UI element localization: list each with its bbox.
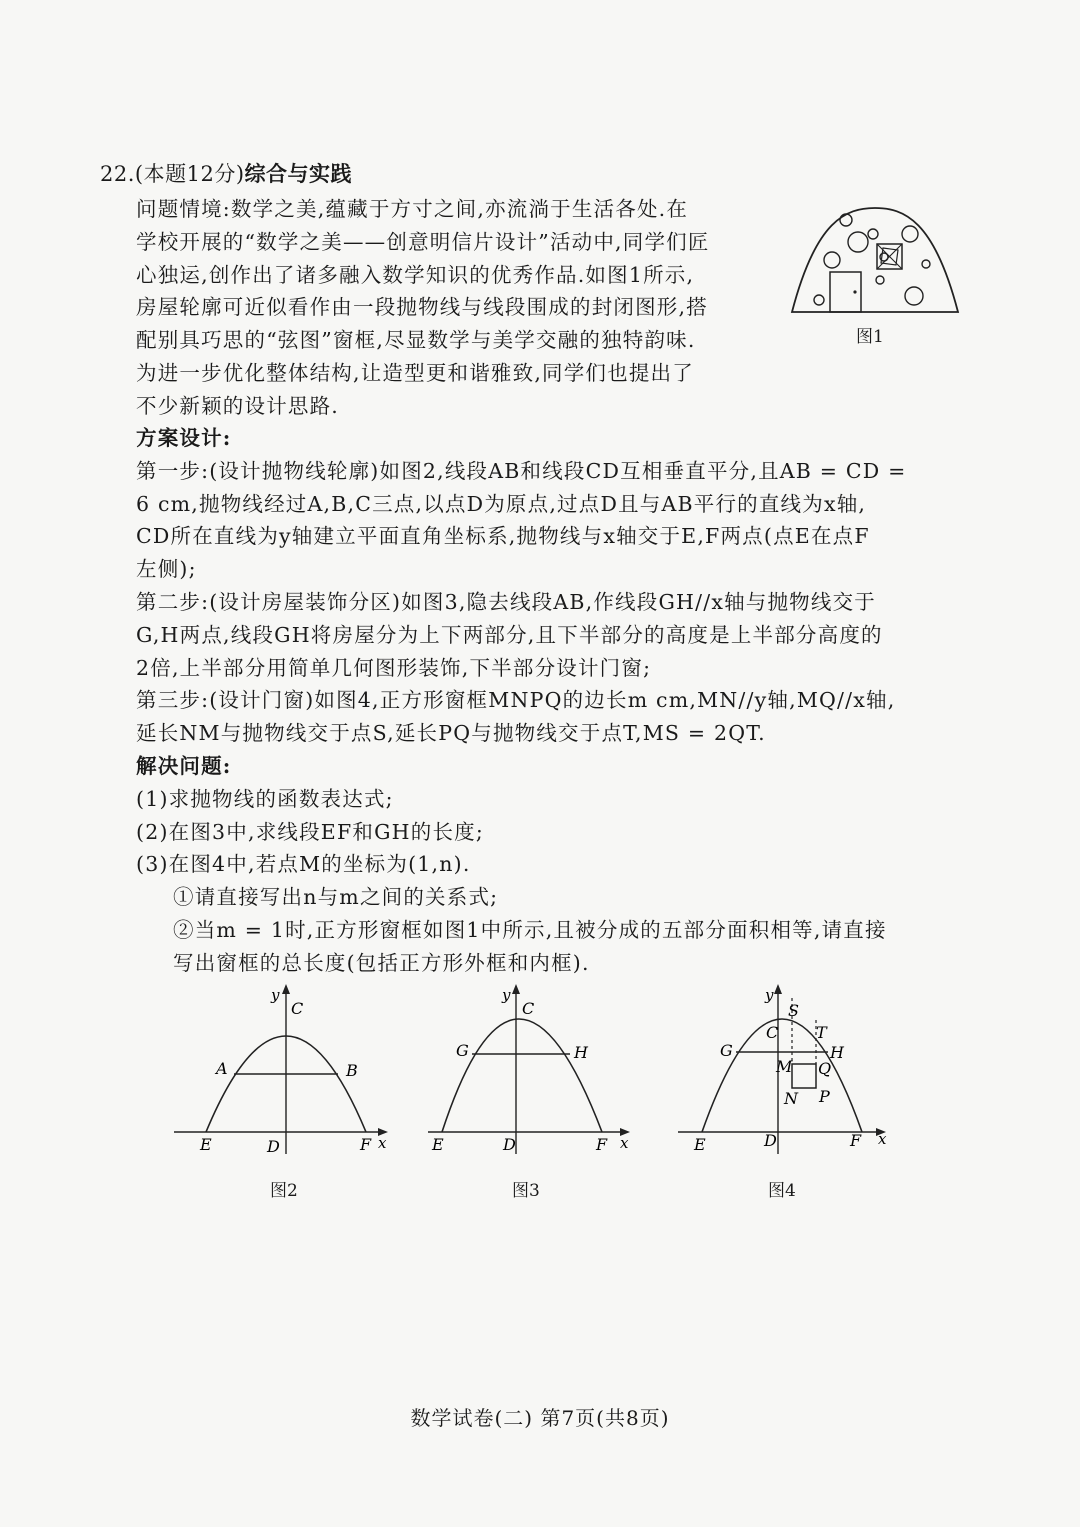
design-line: 延长NM与抛物线交于点S,延长PQ与抛物线交于点T,MS = 2QT. — [136, 721, 766, 746]
fig2-label-y: y — [271, 986, 280, 1004]
figure-1 — [786, 200, 964, 350]
fig4-label-T: T — [816, 1023, 827, 1042]
solve-subline: 写出窗框的总长度(包括正方形外框和内框). — [173, 950, 590, 975]
fig2-label-D: D — [267, 1137, 280, 1156]
figure-2-drawing — [170, 982, 400, 1162]
fig3-label-H: H — [574, 1043, 588, 1062]
design-line: 左侧); — [136, 557, 197, 582]
context-line: 问题情境:数学之美,蕴藏于方寸之间,亦流淌于生活各处.在 — [136, 197, 689, 221]
figure-2 — [170, 982, 400, 1201]
figure-3 — [424, 982, 644, 1201]
fig4-label-M: M — [776, 1057, 793, 1076]
fig3-label-x: x — [620, 1134, 629, 1152]
fig4-label-D: D — [764, 1131, 777, 1150]
fig4-label-F: F — [850, 1131, 862, 1150]
context-line: 学校开展的“数学之美——创意明信片设计”活动中,同学们匠 — [136, 229, 710, 254]
question-header — [100, 158, 352, 188]
problem-context — [136, 193, 781, 423]
design-line: 第二步:(设计房屋装饰分区)如图3,隐去线段AB,作线段GH//x轴与抛物线交于 — [136, 589, 876, 614]
design-line: 第一步:(设计抛物线轮廓)如图2,线段AB和线段CD互相垂直平分,且AB = CD = — [136, 458, 907, 483]
design-line: 第三步:(设计门窗)如图4,正方形窗框MNPQ的边长m cm,MN//y轴,MQ//x轴, — [136, 688, 896, 713]
figure-4-caption: 图4 — [768, 1181, 796, 1201]
design-heading: 方案设计: — [136, 426, 232, 450]
figure-3-caption: 图3 — [512, 1181, 540, 1201]
context-line: 不少新颖的设计思路. — [136, 393, 340, 418]
fig2-label-A: A — [216, 1059, 228, 1078]
fig4-label-E: E — [694, 1135, 706, 1154]
context-line: 配别具巧思的“弦图”窗框,尽显数学与美学交融的独特韵味. — [136, 328, 696, 353]
design-line: CD所在直线为y轴建立平面直角坐标系,抛物线与x轴交于E,F两点(点E在点F — [136, 524, 870, 549]
design-section — [136, 422, 966, 980]
context-line: 心独运,创作出了诸多融入数学知识的优秀作品.如图1所示, — [136, 262, 695, 287]
solve-subline: ①请直接写出n与m之间的关系式; — [173, 885, 499, 910]
figure-1-caption: 图1 — [856, 327, 884, 347]
fig4-label-P: P — [819, 1087, 830, 1106]
context-line: 为进一步优化整体结构,让造型更和谐雅致,同学们也提出了 — [136, 360, 694, 385]
fig4-label-G: G — [720, 1041, 733, 1060]
fig4-label-H: H — [830, 1043, 844, 1062]
design-line: 2倍,上半部分用简单几何图形装饰,下半部分设计门窗; — [136, 655, 652, 680]
fig4-label-Q: Q — [818, 1059, 832, 1078]
fig4-label-x: x — [878, 1130, 887, 1148]
fig3-label-y: y — [502, 986, 511, 1004]
page-footer: 数学试卷(二) 第7页(共8页) — [410, 1406, 670, 1430]
figure-3-drawing — [424, 982, 644, 1162]
fig2-label-E: E — [200, 1135, 212, 1154]
figure-4-drawing — [676, 982, 896, 1162]
fig4-label-N: N — [784, 1089, 798, 1108]
fig3-label-E: E — [432, 1135, 444, 1154]
solve-line: (3)在图4中,若点M的坐标为(1,n). — [136, 852, 471, 877]
question-number: 22. — [100, 162, 135, 186]
solve-line: (1)求抛物线的函数表达式; — [136, 786, 394, 811]
fig2-label-C: C — [291, 999, 304, 1018]
fig2-label-B: B — [346, 1061, 358, 1080]
design-line: 6 cm,抛物线经过A,B,C三点,以点D为原点,过点D且与AB平行的直线为x轴, — [136, 491, 867, 516]
fig3-label-D: D — [503, 1135, 516, 1154]
fig4-label-y: y — [765, 986, 774, 1004]
figure-4 — [676, 982, 896, 1201]
solve-subline: ②当m = 1时,正方形窗框如图1中所示,且被分成的五部分面积相等,请直接 — [173, 917, 887, 942]
design-line: G,H两点,线段GH将房屋分为上下两部分,且下半部分的高度是上半部分高度的 — [136, 622, 883, 647]
fig4-label-C: C — [766, 1023, 779, 1042]
question-score: (本题12分) — [134, 162, 245, 186]
solve-heading: 解决问题: — [136, 753, 232, 778]
figure-2-caption: 图2 — [270, 1181, 298, 1201]
question-title: 综合与实践 — [244, 161, 353, 186]
context-line: 房屋轮廓可近似看作由一段抛物线与线段围成的封闭图形,搭 — [136, 295, 708, 320]
fig3-label-G: G — [456, 1041, 469, 1060]
fig4-label-S: S — [788, 1001, 799, 1020]
fig3-label-C: C — [522, 999, 535, 1018]
fig2-label-F: F — [360, 1135, 372, 1154]
solve-line: (2)在图3中,求线段EF和GH的长度; — [136, 819, 484, 844]
fig2-label-x: x — [378, 1134, 387, 1152]
fig3-label-F: F — [596, 1135, 608, 1154]
